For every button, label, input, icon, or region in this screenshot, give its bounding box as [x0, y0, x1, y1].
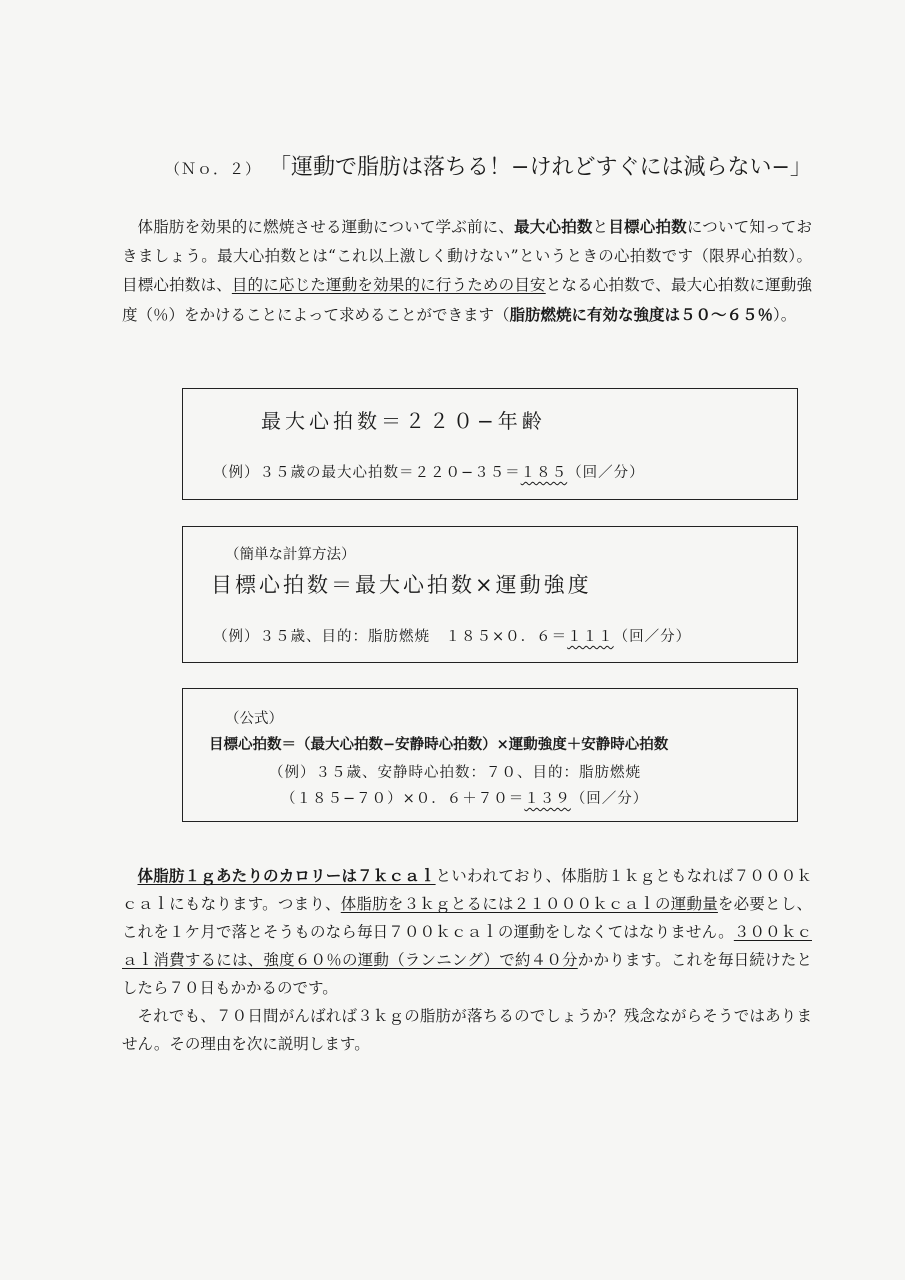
formula-label: （公式）	[225, 711, 283, 727]
simple-calculation-label: （簡単な計算方法）	[225, 547, 356, 563]
three-kg-fat-fact: 体脂肪を３ｋｇとるには２１０００ｋｃａｌの運動量	[340, 895, 718, 913]
intro-paragraph	[122, 212, 812, 330]
underlined-guideline: 目的に応じた運動を効果的に行うための目安	[231, 276, 546, 294]
target-heart-rate-formula: 目標心拍数＝最大心拍数×運動強度	[211, 573, 592, 597]
intro-text-part: となる心拍数で、最大心拍数に運動強度（％）をかけることによって求めることができます（	[122, 276, 812, 324]
simple-calculation-box	[182, 526, 798, 663]
term-max-heart-rate: 最大心拍数	[514, 217, 593, 236]
formula-box	[182, 688, 798, 822]
example-unit: （回／分）	[570, 791, 649, 807]
example-result: １１１	[567, 629, 614, 645]
running-300kcal-fact: ３００ｋｃａｌ消費するには、強度６０％の運動（ランニング）で約４０分	[122, 923, 812, 969]
section-number: （Ｎｏ．２）	[165, 160, 262, 178]
body-text-part: といわれており、体脂肪１ｋｇともなれば７０００ｋｃａｌにもなります。つまり、	[122, 867, 812, 913]
body-text-part: かかります。これを毎日続けたとしたら７０日もかかるのです。	[122, 951, 812, 997]
full-target-heart-rate-formula: 目標心拍数＝（最大心拍数−安静時心拍数）×運動強度＋安静時心拍数	[209, 736, 669, 753]
example-result: １３９	[524, 791, 571, 807]
max-heart-rate-example	[213, 461, 645, 482]
example-text: （例）３５歳の最大心拍数＝２２０−３５＝	[213, 465, 521, 481]
intro-text-part: ）。	[773, 306, 797, 324]
calorie-paragraph	[122, 862, 812, 1002]
max-heart-rate-formula: 最大心拍数＝２２０−年齢	[261, 409, 546, 433]
intro-text-part: 体脂肪を効果的に燃焼させる運動について学ぶ前に、	[137, 218, 515, 236]
fat-burning-intensity: 脂肪燃焼に有効な強度は５０〜６５％	[509, 305, 774, 324]
intro-text	[122, 212, 812, 330]
body-text-part: を必要とし、これを１ケ月で落とそうものなら毎日７００ｋｃａｌの運動をしなくてはなりません。	[122, 895, 812, 941]
max-heart-rate-box	[182, 388, 798, 500]
page-header	[165, 150, 812, 181]
formula-example-line2	[281, 787, 648, 808]
example-result: １８５	[520, 465, 568, 481]
example-text: （１８５−７０）×０．６＋７０＝	[281, 791, 525, 807]
conclusion-paragraph: それでも、７０日間がんばれば３ｋｇの脂肪が落ちるのでしょうか？残念ながらそうではありません。その理由を次に説明します。	[122, 1007, 812, 1053]
term-target-heart-rate: 目標心拍数	[608, 217, 687, 236]
intro-text-part: について知っておきましょう。最大心拍数とは“これ以上激しく動けない”というときの心拍数です（限界心拍数）。目標心拍数は、	[122, 218, 812, 294]
example-unit: （回／分）	[567, 465, 645, 481]
example-unit: （回／分）	[613, 629, 692, 645]
example-text: （例）３５歳、目的：脂肪燃焼 １８５×０．６＝	[213, 629, 568, 645]
formula-example-line1: （例）３５歳、安静時心拍数：７０、目的：脂肪燃焼	[269, 765, 641, 781]
calorie-paragraphs	[122, 862, 812, 1058]
page-title: 「運動で脂肪は落ちる！−けれどすぐには減らない−」	[269, 155, 812, 180]
intro-text-part: と	[592, 218, 609, 236]
fat-calorie-fact: 体脂肪１ｇあたりのカロリーは７ｋｃａｌ	[137, 866, 436, 885]
simple-calculation-example	[213, 625, 691, 646]
